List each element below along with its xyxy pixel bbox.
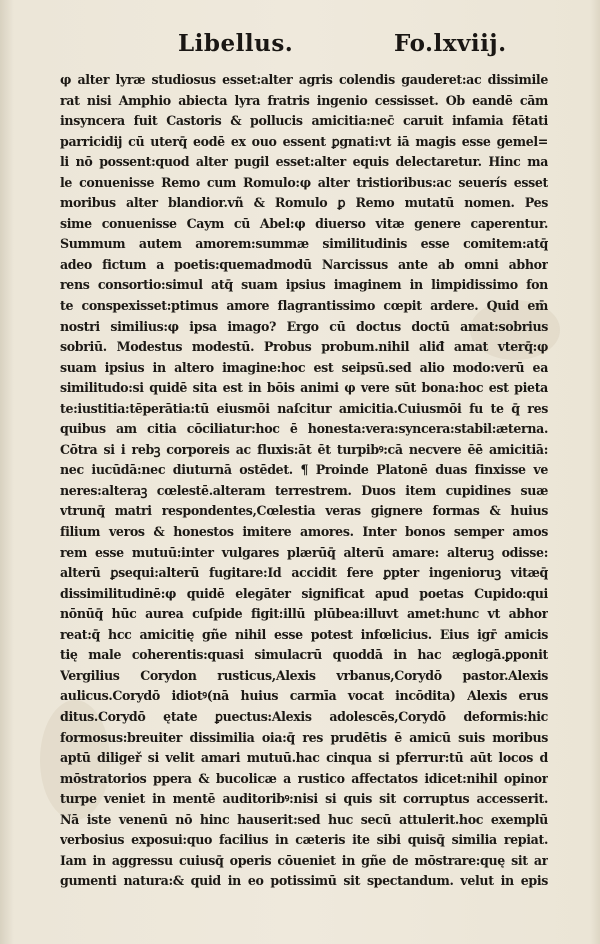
- text-line: filium veros & honestos imitere amores. Inter bonos semper amos: [60, 524, 548, 540]
- text-line: li nō possent:quod alter pugil esset:alter equis delectaretur. Hinc ma: [60, 154, 548, 170]
- text-line: sobriū. Modestus modestū. Probus probum.nihil aliđ amat vterq̄:φ: [60, 339, 548, 355]
- running-head-title: Libellus.: [178, 30, 294, 57]
- folio-number: Fo.lxviij.: [394, 30, 507, 57]
- text-line: formosus:breuiter dissimilia oia:q̄ res prudētis ē amicū suis moribus: [60, 729, 548, 745]
- text-line: nōnūq̄ hūc aurea cuſpide figit:illū plūbea:illuvt amet:hunc vt abhor: [60, 606, 548, 622]
- text-line: parricidij cū uterq̄ eodē ex ouo essent ꝑgnati:vt iā magis esse gemel=: [60, 133, 548, 149]
- text-line: φ alter lyræ studiosus esset:alter agris colendis gauderet:ac dissimile: [60, 72, 548, 87]
- running-head: [0, 26, 600, 60]
- text-line: dissimilitudinē:φ quidē elegāter significat apud poetas Cupido:qui: [60, 585, 548, 601]
- text-line: adeo fictum a poetis:quemadmodū Narcissus ante ab omni abhor: [60, 256, 548, 272]
- text-line: sime conuenisse Caym cū Abel:φ diuerso vitæ genere caperentur.: [60, 215, 548, 231]
- text-line: moribus alter blandior.vñ & Romulo ꝑ Remo mutatū nomen. Pes: [60, 195, 548, 211]
- text-line: suam ipsius in altero imagine:hoc est seipsū.sed alio modo:verū ea: [60, 359, 548, 375]
- text-line: reat:q̄ hcc amicitię gñe nihil esse potest infœlicius. Eius igr̄ amicis: [60, 626, 548, 642]
- text-line: Vergilius Corydon rusticus,Alexis vrbanus,Corydō pastor.Alexis: [60, 667, 548, 683]
- text-line: ditus.Corydō ętate ꝑuectus:Alexis adolescēs,Corydō deformis:hic: [60, 708, 548, 724]
- text-line: rem esse mutuū:inter vulgares plærūq̄ alterū amare: alteruꝫ odisse:: [60, 544, 548, 560]
- text-line: Cōtra si i rebꝫ corporeis ac fluxis:āt ēt turpibꝰ:cā necvere ēē amicitiā:: [60, 441, 548, 457]
- text-line: Iam in aggressu cuiusq̄ operis cōueniet in gñe de mōstrare:quę sit ar: [60, 852, 548, 868]
- text-line: mōstratorios ppera & bucolicæ a rustico affectatos idicet:nihil opinor: [60, 770, 548, 786]
- text-line: rat nisi Amphio abiecta lyra fratris ingenio cessisset. Ob eandē cām: [60, 92, 548, 108]
- text-line: quibus am citia cōciliatur:hoc ē honesta:vera:syncera:stabil:æterna.: [60, 421, 548, 437]
- text-line: tię male coherentis:quasi simulacrū quoddā in hac æglogā.ꝑponit: [60, 647, 548, 663]
- text-line: te:iustitia:tēperātia:tū eiusmōi naſcitur amicitia.Cuiusmōi fu te q̄ res: [60, 400, 548, 416]
- text-line: verbosius exposui:quo facilius in cæteris ite sibi quisq̄ similia repiat.: [60, 832, 548, 848]
- text-line: gumenti natura:& quid in eo potissimū sit spectandum. velut in epis: [60, 873, 548, 889]
- text-line: le conuenisse Remo cum Romulo:φ alter tristioribus:ac seuerís esset: [60, 174, 548, 190]
- text-line: nec iucūdā:nec diuturnā ostēdet. ¶ Proinde Platonē duas finxisse ve: [60, 462, 548, 478]
- text-line: aulicus.Corydō idiotꝰ(nā huius carmīa vocat incōdita) Alexis erus: [60, 688, 548, 704]
- text-line: similitudo:si quidē sita est in bōis animi φ vere sūt bona:hoc est pieta: [60, 380, 548, 396]
- text-line: Summum autem amorem:summæ similitudinis esse comitem:atq̄: [60, 236, 548, 252]
- text-line: vtrunq̄ matri respondentes,Cœlestia veras gignere formas & huius: [60, 503, 548, 519]
- text-line: alterū ꝑsequi:alterū fugitare:Id accidit fere ꝑpter ingenioruꝫ vitæq̄: [60, 565, 548, 581]
- text-line: insyncera fuit Castoris & pollucis amicitia:nec̄ caruit infamia fētati: [60, 113, 548, 129]
- text-line: turpe veniet in mentē auditoribꝰ:nisi si quis sit corruptus accesserit.: [60, 791, 548, 807]
- text-line: aptū diligeř si velit amari mutuū.hac cinqua si pferrur:tū aūt locos ď: [60, 750, 548, 766]
- text-line: nostri similius:φ ipsa imago? Ergo cū doctus doctū amat:sobrius: [60, 318, 548, 334]
- text-line: Nā iste venenū nō hinc hauserit:sed huc secū attulerit.hoc exemplū: [60, 811, 548, 827]
- text-line: te conspexisset:ptimus amore flagrantissimo cœpit ardere. Quid em̄: [60, 298, 548, 314]
- text-line: rens consortio:simul atq̄ suam ipsius imaginem in limpidissimo fon: [60, 277, 548, 293]
- text-line: neres:alteraꝫ cœlestē.alteram terrestrem. Duos item cupidines suæ: [60, 482, 548, 498]
- body-text: [60, 70, 548, 892]
